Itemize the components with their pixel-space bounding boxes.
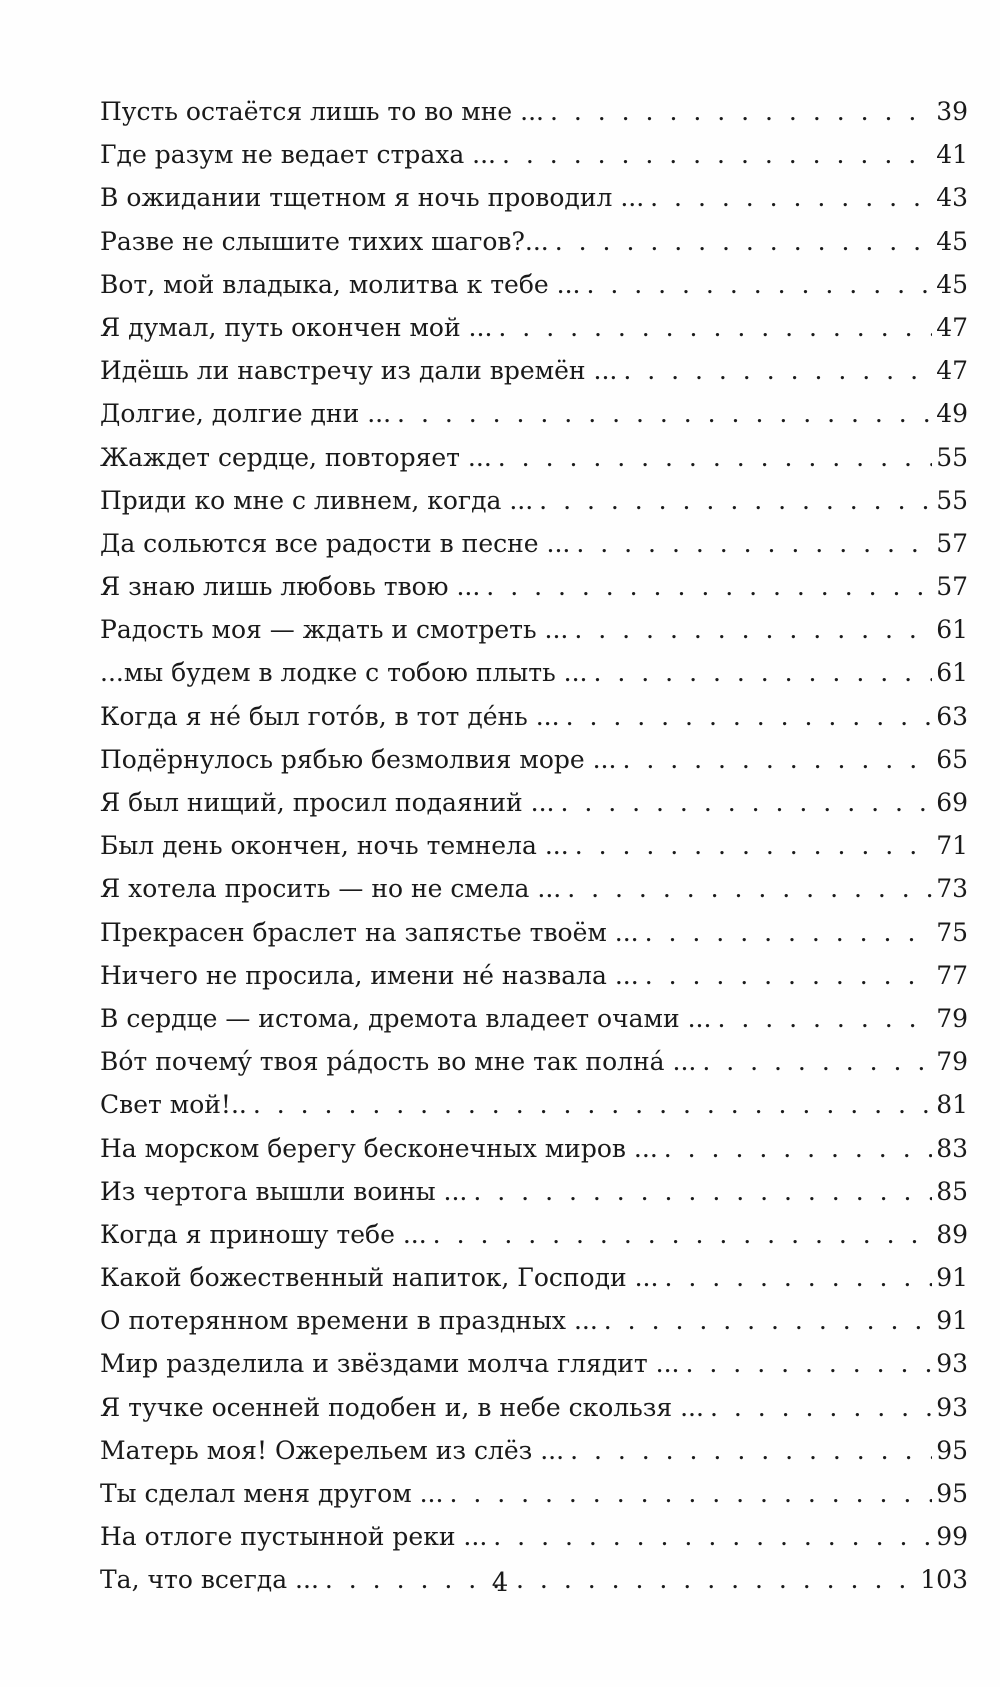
toc-entry [100, 695, 968, 738]
toc-entry-page: 85 [936, 1176, 968, 1206]
toc-entry-page: 79 [936, 1003, 968, 1033]
toc-entry-title: Разве не слышите тихих шагов?... [100, 226, 549, 256]
dot-leader [645, 911, 933, 954]
toc-entry-title: Прекрасен браслет на запястье твоём ... [100, 917, 639, 947]
toc-entry-page: 47 [936, 356, 968, 386]
toc-entry-page: 61 [936, 658, 968, 688]
toc-entry [100, 781, 968, 824]
dot-leader [555, 220, 932, 263]
dot-leader [717, 997, 932, 1040]
dot-leader [604, 1299, 932, 1342]
toc-entry [100, 1386, 968, 1429]
dot-leader [550, 90, 932, 133]
toc-entry-page: 73 [936, 874, 968, 904]
toc-entry [100, 565, 968, 608]
toc-entry-title: Свет мой!.. [100, 1090, 247, 1120]
toc-entry-page: 75 [936, 917, 968, 947]
toc-entry-title: Из чертога вышли воины ... [100, 1176, 468, 1206]
table-of-contents [100, 90, 968, 1602]
toc-entry-title: В сердце — истома, дремота владеет очами ... [100, 1003, 712, 1033]
toc-entry [100, 1299, 968, 1342]
toc-entry [100, 1256, 968, 1299]
toc-entry-page: 47 [936, 312, 968, 342]
dot-leader [486, 565, 932, 608]
toc-entry [100, 954, 968, 997]
dot-leader [664, 1256, 932, 1299]
toc-entry [100, 1170, 968, 1213]
toc-entry-page: 55 [936, 442, 968, 472]
toc-entry-page: 69 [936, 788, 968, 817]
toc-entry-title: На отлоге пустынной реки ... [100, 1522, 488, 1552]
dot-leader [539, 479, 932, 522]
toc-entry-page: 103 [920, 1565, 968, 1595]
toc-entry [100, 436, 968, 479]
toc-entry-title: Я тучке осенней подобен и, в небе скользя ... [100, 1392, 704, 1422]
toc-entry-title: Я знаю лишь любовь твою ... [100, 572, 481, 602]
toc-entry-page: 91 [936, 1263, 968, 1293]
toc-entry-page: 95 [936, 1435, 968, 1465]
toc-entry [100, 522, 968, 565]
toc-entry-title: Идёшь ли навстречу из дали времён ... [100, 356, 618, 386]
toc-entry [100, 911, 968, 954]
toc-entry-page: 49 [936, 399, 968, 429]
dot-leader [574, 608, 932, 651]
toc-entry-page: 89 [936, 1219, 968, 1249]
dot-leader [493, 1515, 932, 1558]
toc-entry [100, 263, 968, 306]
toc-entry-page: 93 [936, 1349, 968, 1379]
toc-entry-page: 45 [936, 269, 968, 299]
toc-entry-page: 79 [936, 1047, 968, 1077]
toc-entry-page: 71 [936, 831, 968, 861]
toc-entry [100, 1040, 968, 1083]
toc-entry-title: ...мы будем в лодке с тобою плыть ... [100, 658, 588, 688]
toc-entry-title: В ожидании тщетном я ночь проводил ... [100, 183, 645, 213]
toc-entry [100, 1213, 968, 1256]
dot-leader [253, 1083, 932, 1126]
toc-entry-title: Мир разделила и звёздами молча глядит ... [100, 1349, 680, 1379]
toc-entry-page: 39 [936, 97, 968, 126]
toc-entry-page: 63 [936, 701, 968, 731]
toc-entry [100, 1342, 968, 1385]
dot-leader [570, 1429, 932, 1472]
toc-entry-title: Матерь моя! Ожерельем из слёз ... [100, 1435, 565, 1465]
toc-entry-title: Был день окончен, ночь темнела ... [100, 831, 569, 861]
toc-entry-title: Вóт почемý твоя рáдость во мне так полнá ... [100, 1047, 697, 1077]
toc-entry-page: 45 [936, 226, 968, 256]
toc-entry-page: 95 [936, 1479, 968, 1508]
toc-entry-title: Радость моя — ждать и смотреть ... [100, 615, 569, 645]
dot-leader [586, 263, 932, 306]
dot-leader [594, 651, 933, 694]
toc-entry-page: 43 [936, 183, 968, 213]
toc-entry [100, 997, 968, 1040]
toc-entry [100, 133, 968, 176]
toc-entry [100, 1429, 968, 1472]
toc-entry-title: Жаждет сердце, повторяет ... [100, 442, 492, 472]
toc-entry-page: 93 [936, 1392, 968, 1422]
dot-leader [664, 1127, 932, 1170]
toc-entry-title: Когда я приношу тебе ... [100, 1219, 427, 1249]
dot-leader [473, 1170, 932, 1213]
dot-leader [623, 349, 932, 392]
dot-leader [702, 1040, 932, 1083]
toc-entry-title: Какой божественный напиток, Господи ... [100, 1263, 659, 1293]
dot-leader [645, 954, 933, 997]
dot-leader [567, 867, 932, 910]
toc-entry-page: 57 [936, 572, 968, 602]
toc-entry [100, 738, 968, 781]
toc-entry-page: 83 [936, 1133, 968, 1163]
toc-entry-title: Вот, мой владыка, молитва к тебе ... [100, 269, 581, 299]
toc-entry [100, 1515, 968, 1558]
dot-leader [710, 1386, 932, 1429]
toc-entry [100, 608, 968, 651]
toc-entry-title: Да сольются все радости в песне ... [100, 528, 571, 558]
toc-entry-title: Когда я нé был готóв, в тот дéнь ... [100, 701, 560, 731]
toc-entry [100, 1127, 968, 1170]
toc-entry-page: 61 [936, 615, 968, 645]
dot-leader [498, 306, 932, 349]
page-number: 4 [491, 1568, 509, 1598]
toc-entry [100, 220, 968, 263]
dot-leader [498, 436, 932, 479]
toc-entry-title: Ты сделал меня другом ... [100, 1479, 444, 1508]
dot-leader [622, 738, 932, 781]
toc-entry-page: 41 [936, 140, 968, 170]
dot-leader [449, 1472, 932, 1515]
dot-leader [686, 1342, 933, 1385]
toc-entry [100, 306, 968, 349]
dot-leader [433, 1213, 933, 1256]
toc-entry [100, 867, 968, 910]
toc-entry-title: Та, что всегда ... [100, 1565, 319, 1595]
toc-entry-page: 91 [936, 1306, 968, 1336]
toc-entry [100, 479, 968, 522]
toc-entry [100, 392, 968, 435]
dot-leader [560, 781, 932, 824]
toc-entry-page: 55 [936, 485, 968, 515]
toc-entry-title: Приди ко мне с ливнем, когда ... [100, 485, 534, 515]
toc-entry-title: Долгие, долгие дни ... [100, 399, 392, 429]
toc-entry-title: На морском берегу бесконечных миров ... [100, 1133, 658, 1163]
toc-entry-page: 77 [936, 960, 968, 990]
toc-entry-title: Ничего не просила, имени нé назвала ... [100, 960, 639, 990]
dot-leader [502, 133, 932, 176]
toc-entry-page: 65 [936, 744, 968, 774]
toc-entry [100, 90, 968, 133]
toc-entry-title: Подёрнулось рябью безмолвия море ... [100, 744, 617, 774]
toc-entry [100, 176, 968, 219]
dot-leader [576, 522, 932, 565]
toc-entry [100, 1083, 968, 1126]
toc-entry [100, 651, 968, 694]
toc-entry [100, 349, 968, 392]
dot-leader [575, 824, 933, 867]
toc-entry-title: Я был нищий, просил подаяний ... [100, 788, 555, 817]
dot-leader [566, 695, 933, 738]
toc-entry [100, 824, 968, 867]
toc-entry-page: 81 [936, 1090, 968, 1120]
dot-leader [397, 392, 932, 435]
toc-entry [100, 1472, 968, 1515]
toc-entry-title: Я думал, путь окончен мой ... [100, 312, 493, 342]
toc-entry-title: Я хотела просить — но не смела ... [100, 874, 562, 904]
toc-entry-page: 99 [936, 1522, 968, 1552]
toc-entry-title: Где разум не ведает страха ... [100, 140, 497, 170]
toc-entry-title: Пусть остаётся лишь то во мне ... [100, 97, 544, 126]
dot-leader [650, 176, 932, 219]
toc-entry-page: 57 [936, 528, 968, 558]
toc-entry-title: О потерянном времени в праздных ... [100, 1306, 598, 1336]
